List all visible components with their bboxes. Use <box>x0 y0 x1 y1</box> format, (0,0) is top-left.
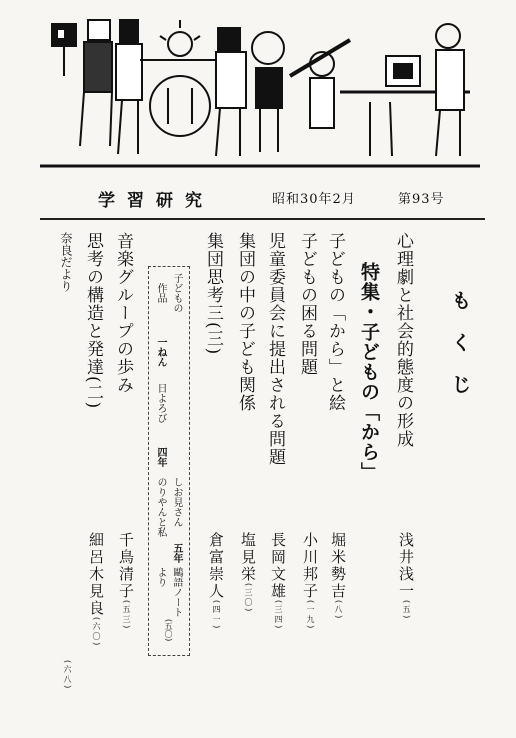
entry-title: 子どもの「から」と絵 <box>325 232 345 412</box>
toc-entry[interactable] <box>236 232 253 412</box>
entry-title: 子どもの困る問題 <box>297 232 317 376</box>
entry-title: 思考の構造と発達(二) <box>83 232 103 410</box>
box-item[interactable]: しお見さん <box>171 477 182 527</box>
entry-title: 集団思考三(三) <box>203 232 223 356</box>
box-item[interactable]: のりやんと私 <box>155 477 166 537</box>
masthead <box>0 186 516 210</box>
entry-page: (六八) <box>63 660 72 691</box>
magazine-title: 学習研究 <box>98 191 214 211</box>
toc-entry[interactable] <box>84 232 101 409</box>
header-illustration <box>40 6 480 174</box>
toc-heading: もくじ <box>448 290 472 416</box>
entry-author: 浅井浅一(五) <box>397 532 415 621</box>
toc-entry[interactable] <box>298 232 315 376</box>
box-item[interactable]: 日よろび <box>155 383 166 423</box>
header-rule <box>40 218 485 220</box>
childrens-works-box <box>148 266 190 656</box>
entry-title: 音楽グループの歩み <box>113 232 133 394</box>
entry-title: 集団の中の子ども関係 <box>235 232 255 412</box>
box-item[interactable]: 鷗語ノート <box>171 567 182 617</box>
entry-author: 倉富崇人(四一) <box>207 532 225 631</box>
toc-entry[interactable] <box>326 232 343 412</box>
box-grade: 四年 <box>155 447 166 467</box>
entry-author: 堀米勢吉(八) <box>329 532 347 621</box>
toc-entry[interactable] <box>58 232 75 292</box>
entry-title: 奈良だより <box>59 232 73 292</box>
entry-author: 細呂木見良(六〇) <box>87 532 105 648</box>
box-grade: 一ねん <box>155 337 166 367</box>
entry-title: 児童委員会に提出される問題 <box>265 232 285 466</box>
box-item[interactable]: より <box>155 567 166 587</box>
box-label: 子どもの <box>171 273 182 313</box>
toc-entry[interactable] <box>114 232 131 394</box>
special-feature-heading: 特集・子どもの「から」 <box>358 262 380 482</box>
entry-author: 千鳥清子(五三) <box>117 532 135 631</box>
entry-author: 塩見栄(三〇) <box>239 532 257 614</box>
issue-number: 第93号 <box>398 192 445 207</box>
entry-author: 長岡文雄(三四) <box>269 532 287 631</box>
box-label: 作品 <box>155 283 166 303</box>
toc-entry[interactable] <box>204 232 221 355</box>
entry-title: 心理劇と社会的態度の形成 <box>393 232 413 448</box>
toc-entry[interactable] <box>394 232 411 448</box>
toc-entry[interactable] <box>266 232 283 466</box>
box-grade: 五年 <box>171 543 182 563</box>
box-page: (五〇) <box>164 619 173 642</box>
issue-date: 昭和30年2月 <box>272 192 356 207</box>
entry-author: 小川邦子(一九) <box>301 532 319 631</box>
